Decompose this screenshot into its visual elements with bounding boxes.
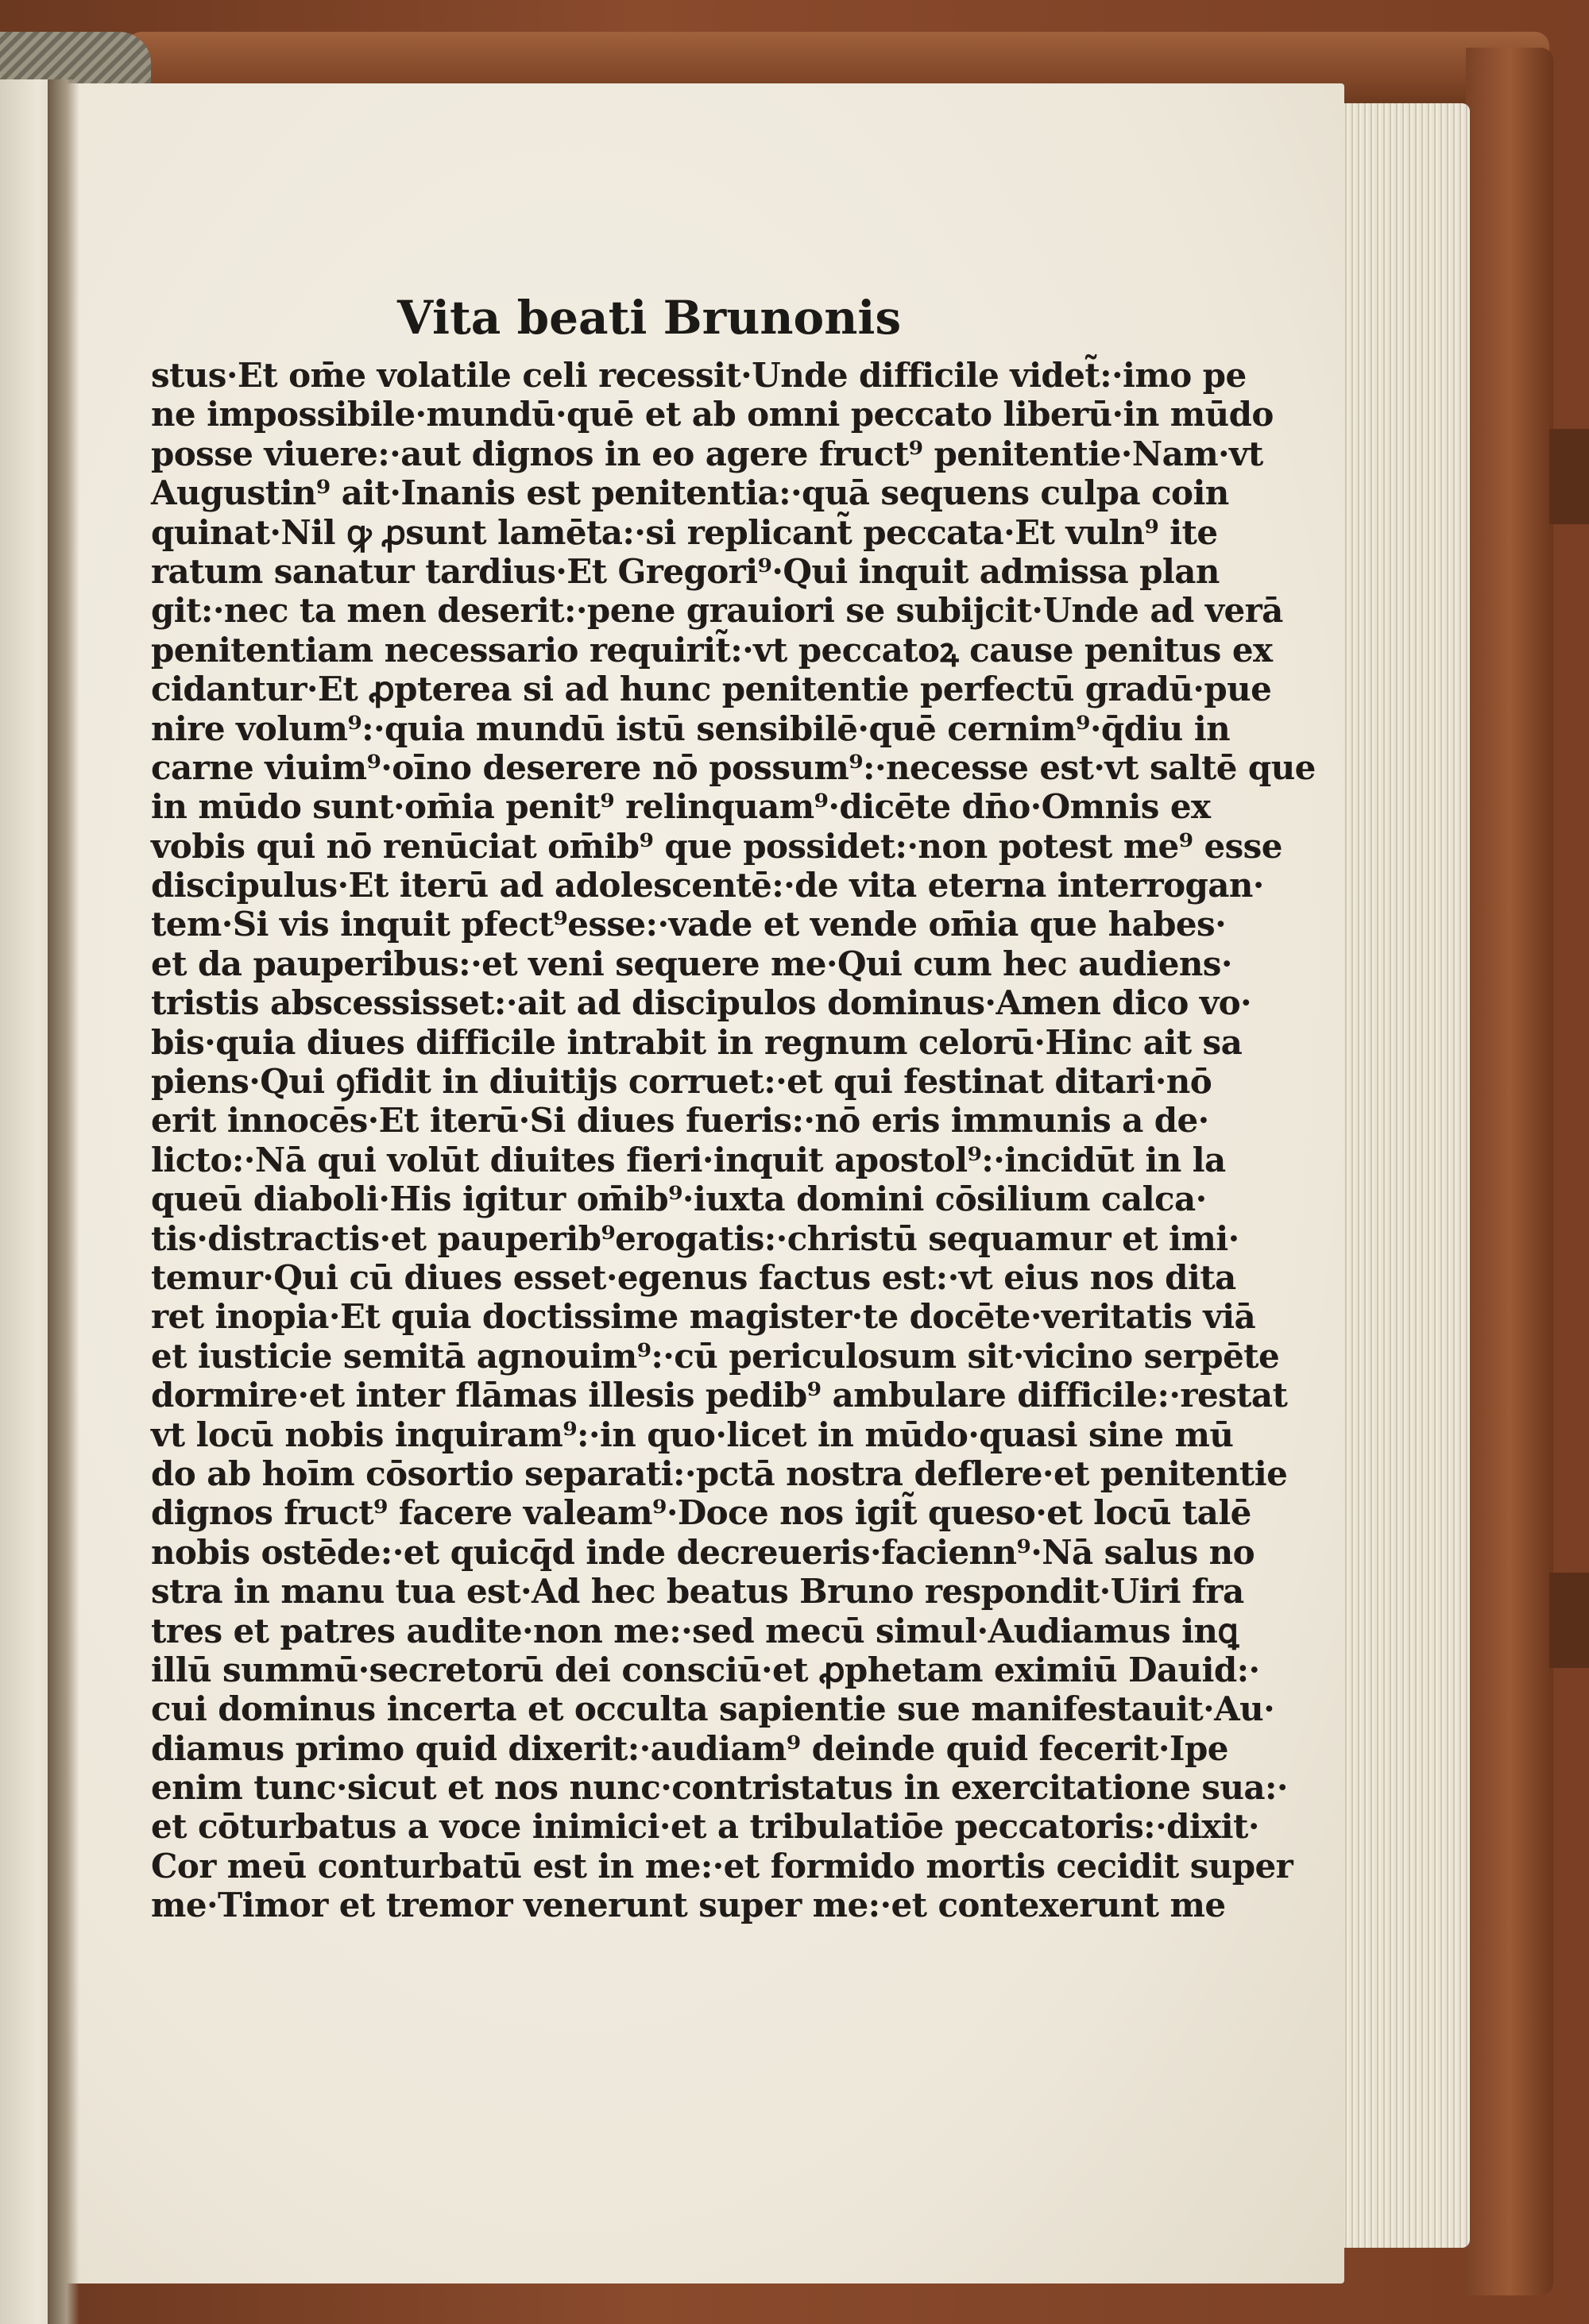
text-line: piens·Qui ꝯfidit in diuitijs corruet:·et qui festinat ditari·nō (151, 1062, 1212, 1102)
fore-edge-page-stack (1343, 103, 1470, 2248)
text-line: tres et patres audite·non me:·sed mecū simul·Audiamus inꝗ (151, 1611, 1239, 1650)
text-line: tis·distractis·et pauperib⁹erogatis:·christū sequamur et imi· (151, 1218, 1239, 1258)
text-line: quinat·Nil ꝙ ꝓsunt lamēta:·si replicant̃ peccata·Et vuln⁹ ite (151, 512, 1218, 552)
text-line: stus·Et om̄e volatile celi recessit·Unde difficile videt̃:·imo pe (151, 356, 1247, 395)
text-line: nobis ostēde:·et quicq̄d inde decreueris·facienn⁹·Nā salus no (151, 1532, 1255, 1572)
text-line: carne viuim⁹·oīno deserere nō possum⁹:·necesse est·vt saltē que (151, 747, 1316, 787)
text-line: bis·quia diues difficile intrabit in regnum celorū·Hinc ait sa (151, 1022, 1243, 1062)
text-line: vobis qui nō renūciat om̄ib⁹ que possidet:·non potest me⁹ esse (151, 826, 1282, 866)
text-line: me·Timor et tremor venerunt super me:·et contexerunt me (151, 1886, 1226, 1925)
text-line: in mūdo sunt·om̄ia penit⁹ relinquam⁹·dicēte dn̄o·Omnis ex (151, 787, 1211, 827)
text-line: discipulus·Et iterū ad adolescentē:·de vita eterna interrogan· (151, 866, 1264, 905)
text-line: enim tunc·sicut et nos nunc·contristatus in exercitatione sua:· (151, 1768, 1288, 1808)
text-line: et cōturbatus a voce inimici·et a tribulatiōe peccatoris:·dixit· (151, 1807, 1259, 1847)
text-line: dignos fruct⁹ facere valeam⁹·Doce nos igit̃ queso·et locū talē (151, 1493, 1251, 1533)
text-line: vt locū nobis inquiram⁹:·in quo·licet in mūdo·quasi sine mū (151, 1415, 1234, 1454)
text-line: et iusticie semitā agnouim⁹:·cū periculosum sit·vicino serpēte (151, 1336, 1280, 1376)
text-line: git:·nec ta men deserit:·pene grauiori se subijcit·Unde ad verā (151, 591, 1283, 631)
gutter-shadow (48, 79, 79, 2324)
text-line: erit innocēs·Et iterū·Si diues fueris:·nō eris immunis a de· (151, 1101, 1209, 1141)
running-head: Vita beati Brunonis (397, 291, 902, 345)
clasp-upper (1549, 429, 1589, 524)
text-line: temur·Qui cū diues esset·egenus factus est:·vt eius nos dita (151, 1257, 1236, 1297)
text-block (151, 356, 1316, 1925)
text-line: do ab hoīm cōsortio separati:·pctā nostra deflere·et penitentie (151, 1453, 1288, 1493)
text-line: diamus primo quid dixerit:·audiam⁹ deinde quid fecerit·Ipe (151, 1728, 1228, 1768)
cover-edge (1466, 48, 1553, 2295)
text-line: Cor meū conturbatū est in me:·et formido mortis cecidit super (151, 1846, 1293, 1886)
clasp-lower (1549, 1573, 1589, 1668)
text-line: ret inopia·Et quia doctissime magister·te docēte·veritatis viā (151, 1297, 1256, 1337)
text-line: et da pauperibus:·et veni sequere me·Qui cum hec audiens· (151, 944, 1232, 983)
text-line: nire volum⁹:·quia mundū istū sensibilē·quē cernim⁹·q̄diu in (151, 708, 1231, 748)
text-line: posse viuere:·aut dignos in eo agere fruct⁹ penitentie·Nam·vt (151, 434, 1263, 473)
text-line: queū diaboli·His igitur om̄ib⁹·iuxta domini cōsilium calca· (151, 1179, 1207, 1219)
text-line: ratum sanatur tardius·Et Gregori⁹·Qui inquit admissa plan (151, 551, 1220, 591)
text-line: cidantur·Et ꝓpterea si ad hunc penitentie perfectū gradū·pue (151, 670, 1272, 709)
text-line: illū summū·secretorū dei consciū·et ꝓphetam eximiū Dauid:· (151, 1650, 1260, 1689)
text-line: licto:·Nā qui volūt diuites fieri·inquit apostol⁹:·incidūt in la (151, 1140, 1226, 1179)
text-line: dormire·et inter flāmas illesis pedib⁹ ambulare difficile:·restat (151, 1376, 1288, 1415)
text-line: Augustin⁹ ait·Inanis est penitentia:·quā sequens culpa coin (151, 473, 1229, 513)
text-line: cui dominus incerta et occulta sapientie sue manifestauit·Au· (151, 1689, 1275, 1729)
text-line: stra in manu tua est·Ad hec beatus Bruno respondit·Uiri fra (151, 1572, 1244, 1612)
text-line: tem·Si vis inquit pfect⁹esse:·vade et vende om̄ia que habes· (151, 905, 1227, 944)
text-line: tristis abscessisset:·ait ad discipulos dominus·Amen dico vo· (151, 983, 1252, 1023)
text-line: ne impossibile·mundū·quē et ab omni peccato liberū·in mūdo (151, 395, 1274, 434)
text-line: penitentiam necessario requirit̃:·vt peccatoꝝ cause penitus ex (151, 630, 1273, 670)
